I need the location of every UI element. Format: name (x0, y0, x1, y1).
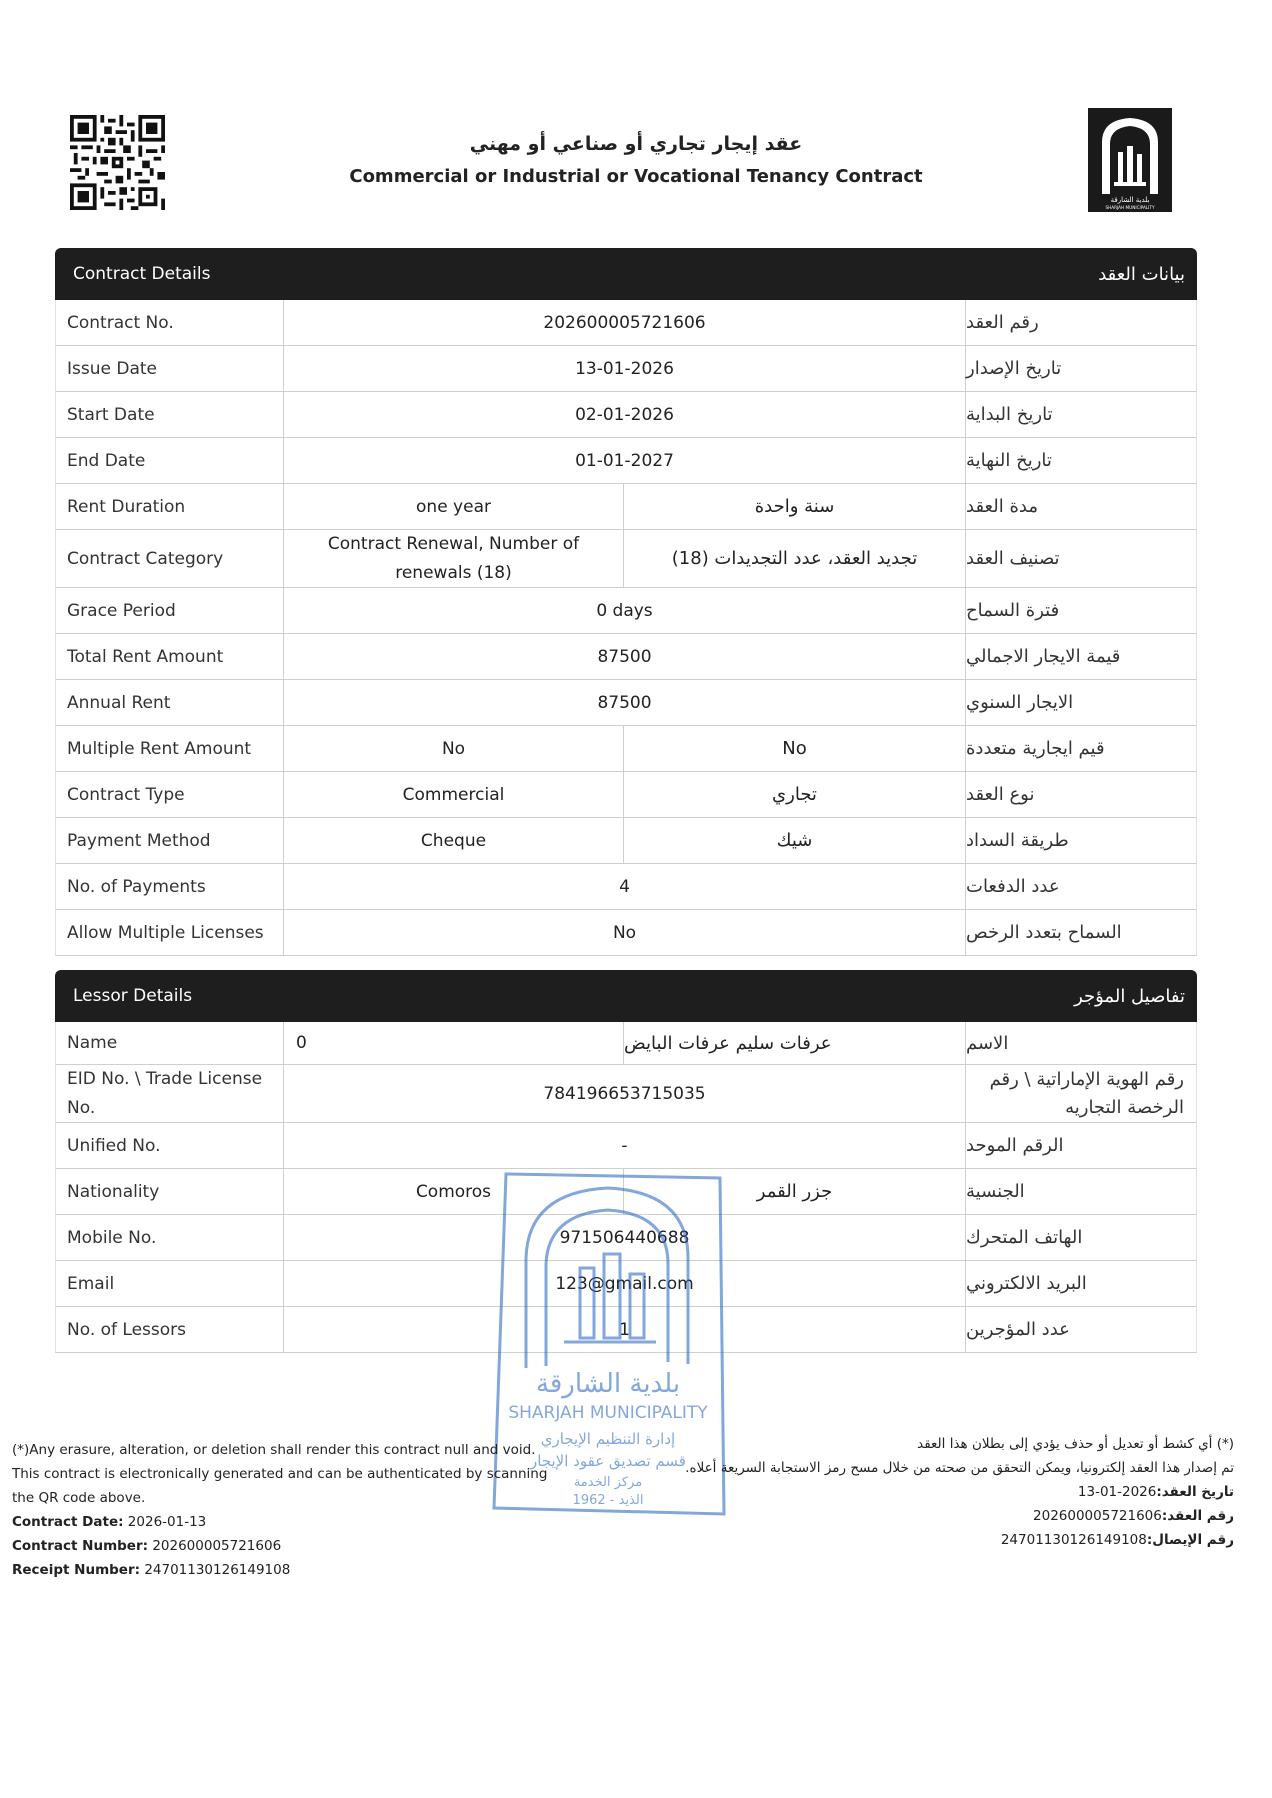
row-value-ar: شيك (776, 830, 813, 851)
row-label-en: Start Date (56, 392, 284, 437)
svg-text:SHARJAH MUNICIPALITY: SHARJAH MUNICIPALITY (1105, 205, 1155, 210)
row-label-en: Nationality (56, 1169, 284, 1214)
table-row (55, 484, 1197, 530)
footer-note-void-ar: (*) أي كشط أو تعديل أو حذف يؤدي إلى بطلان هذا العقد (917, 1436, 1234, 1452)
row-label-ar: طريقة السداد (965, 818, 1196, 863)
row-value: 13-01-2026 (575, 358, 674, 379)
table-row (55, 1022, 1197, 1065)
lessor-details-header (55, 970, 1197, 1022)
row-value: 01-01-2027 (575, 450, 674, 471)
row-value: 87500 (597, 692, 652, 713)
row-label-ar: تاريخ البداية (965, 392, 1196, 437)
row-label-ar: تصنيف العقد (965, 530, 1196, 587)
row-label-en: Multiple Rent Amount (56, 726, 284, 771)
row-label-en: Grace Period (56, 588, 284, 633)
row-label-ar: الهاتف المتحرك (965, 1215, 1196, 1260)
row-value: 202600005721606 (543, 312, 706, 333)
svg-text:1962 - الذيد: 1962 - الذيد (572, 1493, 644, 1508)
contract-details-section (55, 248, 1197, 956)
row-label-ar: رقم الهوية الإماراتية \ رقم الرخصة التجاريه (965, 1065, 1196, 1122)
section-title-ar: تفاصيل المؤجر (1074, 985, 1185, 1007)
row-label-en: Contract Category (56, 530, 284, 587)
table-row (55, 1065, 1197, 1123)
footer-receipt-number-ar: رقم الإيصال:24701130126149108 (1000, 1532, 1234, 1548)
row-value: No (612, 922, 637, 943)
row-value-ar: جزر القمر (756, 1181, 833, 1202)
footer-arabic (654, 1432, 1234, 1552)
row-label-en: Mobile No. (56, 1215, 284, 1260)
table-row (55, 680, 1197, 726)
row-label-ar: مدة العقد (965, 484, 1196, 529)
row-label-en: No. of Lessors (56, 1307, 284, 1352)
row-label-ar: فترة السماح (965, 588, 1196, 633)
table-row (55, 726, 1197, 772)
row-label-ar: السماح بتعدد الرخص (965, 910, 1196, 955)
footer-receipt-number: Receipt Number: 24701130126149108 (12, 1562, 291, 1578)
section-title-en: Lessor Details (73, 986, 193, 1006)
row-value: 02-01-2026 (575, 404, 674, 425)
row-label-ar: عدد المؤجرين (965, 1307, 1196, 1352)
row-value-en: Comoros (284, 1169, 624, 1214)
row-value: 4 (619, 876, 630, 897)
row-label-ar: نوع العقد (965, 772, 1196, 817)
footer-contract-number-ar: رقم العقد:202600005721606 (1033, 1508, 1234, 1524)
row-value-ar: تجديد العقد، عدد التجديدات (18) (671, 548, 918, 569)
svg-text:قسم تصديق عقود الإيجار: قسم تصديق عقود الإيجار (530, 1452, 686, 1470)
row-label-ar: الجنسية (965, 1169, 1196, 1214)
row-label-en: Unified No. (56, 1123, 284, 1168)
table-row (55, 818, 1197, 864)
row-value: 123@gmail.com (555, 1273, 694, 1294)
row-label-en: Rent Duration (56, 484, 284, 529)
qr-code (70, 115, 165, 210)
row-label-en: Contract Type (56, 772, 284, 817)
row-value: 971506440688 (559, 1227, 690, 1248)
row-label-ar: الايجار السنوي (965, 680, 1196, 725)
row-label-ar: تاريخ النهاية (965, 438, 1196, 483)
table-row (55, 438, 1197, 484)
row-value-en: 0 (284, 1022, 624, 1064)
table-row (55, 772, 1197, 818)
footer-note-qr: This contract is electronically generated and can be authenticated by scanning the QR code above. (12, 1466, 548, 1506)
row-label-en: Name (56, 1022, 284, 1064)
table-row (55, 1123, 1197, 1169)
svg-text:SHARJAH MUNICIPALITY: SHARJAH MUNICIPALITY (508, 1403, 708, 1423)
row-label-ar: رقم العقد (965, 300, 1196, 345)
row-label-ar: الاسم (965, 1022, 1196, 1064)
row-value-ar: سنة واحدة (754, 496, 835, 517)
svg-text:مركز الخدمة: مركز الخدمة (573, 1475, 643, 1490)
row-label-ar: البريد الالكتروني (965, 1261, 1196, 1306)
row-label-ar: قيم ايجارية متعددة (965, 726, 1196, 771)
row-label-ar: عدد الدفعات (965, 864, 1196, 909)
row-label-ar: تاريخ الإصدار (965, 346, 1196, 391)
row-value: 1 (619, 1319, 630, 1340)
row-value: - (621, 1135, 628, 1156)
row-label-en: Payment Method (56, 818, 284, 863)
footer-contract-date-ar: تاريخ العقد:2026-01-13 (1077, 1484, 1234, 1500)
row-label-en: EID No. \ Trade License No. (56, 1065, 284, 1122)
row-label-ar: قيمة الايجار الاجمالي (965, 634, 1196, 679)
table-row (55, 588, 1197, 634)
row-value-ar: تجاري (772, 784, 817, 805)
footer-english (12, 1438, 552, 1582)
svg-text:إدارة التنظيم الإيجاري: إدارة التنظيم الإيجاري (540, 1430, 676, 1448)
svg-text:بلدية الشارقة: بلدية الشارقة (535, 1369, 681, 1399)
title-arabic: عقد إيجار تجاري أو صناعي أو مهني (469, 133, 803, 155)
sharjah-municipality-logo (1088, 108, 1172, 212)
table-row (55, 634, 1197, 680)
row-value-en: No (284, 726, 624, 771)
row-label-en: End Date (56, 438, 284, 483)
row-label-en: Contract No. (56, 300, 284, 345)
section-title-ar: بيانات العقد (1098, 263, 1185, 285)
row-value-en: Contract Renewal, Number of renewals (18) (284, 530, 624, 587)
svg-text:بلدية الشارقة: بلدية الشارقة (1110, 196, 1150, 204)
row-value-ar: عرفات سليم عرفات البايض (624, 1032, 832, 1054)
row-value: 0 days (596, 600, 653, 621)
contract-details-header (55, 248, 1197, 300)
row-value: 87500 (597, 646, 652, 667)
footer-contract-date: Contract Date: 2026-01-13 (12, 1514, 207, 1530)
row-value-en: Commercial (284, 772, 624, 817)
table-row (55, 530, 1197, 588)
table-row (55, 392, 1197, 438)
footer-contract-number: Contract Number: 202600005721606 (12, 1538, 282, 1554)
footer-note-qr-ar: تم إصدار هذا العقد إلكترونيا، ويمكن التحقق من صحته من خلال مسح رمز الاستجابة السريعة أعلاه. (685, 1460, 1234, 1476)
row-label-en: Total Rent Amount (56, 634, 284, 679)
row-value-en: one year (284, 484, 624, 529)
row-label-ar: الرقم الموحد (965, 1123, 1196, 1168)
table-row (55, 346, 1197, 392)
section-title-en: Contract Details (73, 264, 211, 284)
row-label-en: Allow Multiple Licenses (56, 910, 284, 955)
table-row (55, 864, 1197, 910)
row-label-en: Email (56, 1261, 284, 1306)
table-row (55, 300, 1197, 346)
title-english: Commercial or Industrial or Vocational Tenancy Contract (349, 166, 923, 187)
row-label-en: Issue Date (56, 346, 284, 391)
row-label-en: Annual Rent (56, 680, 284, 725)
row-value: 784196653715035 (543, 1083, 706, 1104)
row-value-ar: No (782, 738, 807, 759)
row-value-en: Cheque (284, 818, 624, 863)
row-label-en: No. of Payments (56, 864, 284, 909)
table-row (55, 910, 1197, 956)
footer-note-void: (*)Any erasure, alteration, or deletion shall render this contract null and void. (12, 1442, 536, 1458)
